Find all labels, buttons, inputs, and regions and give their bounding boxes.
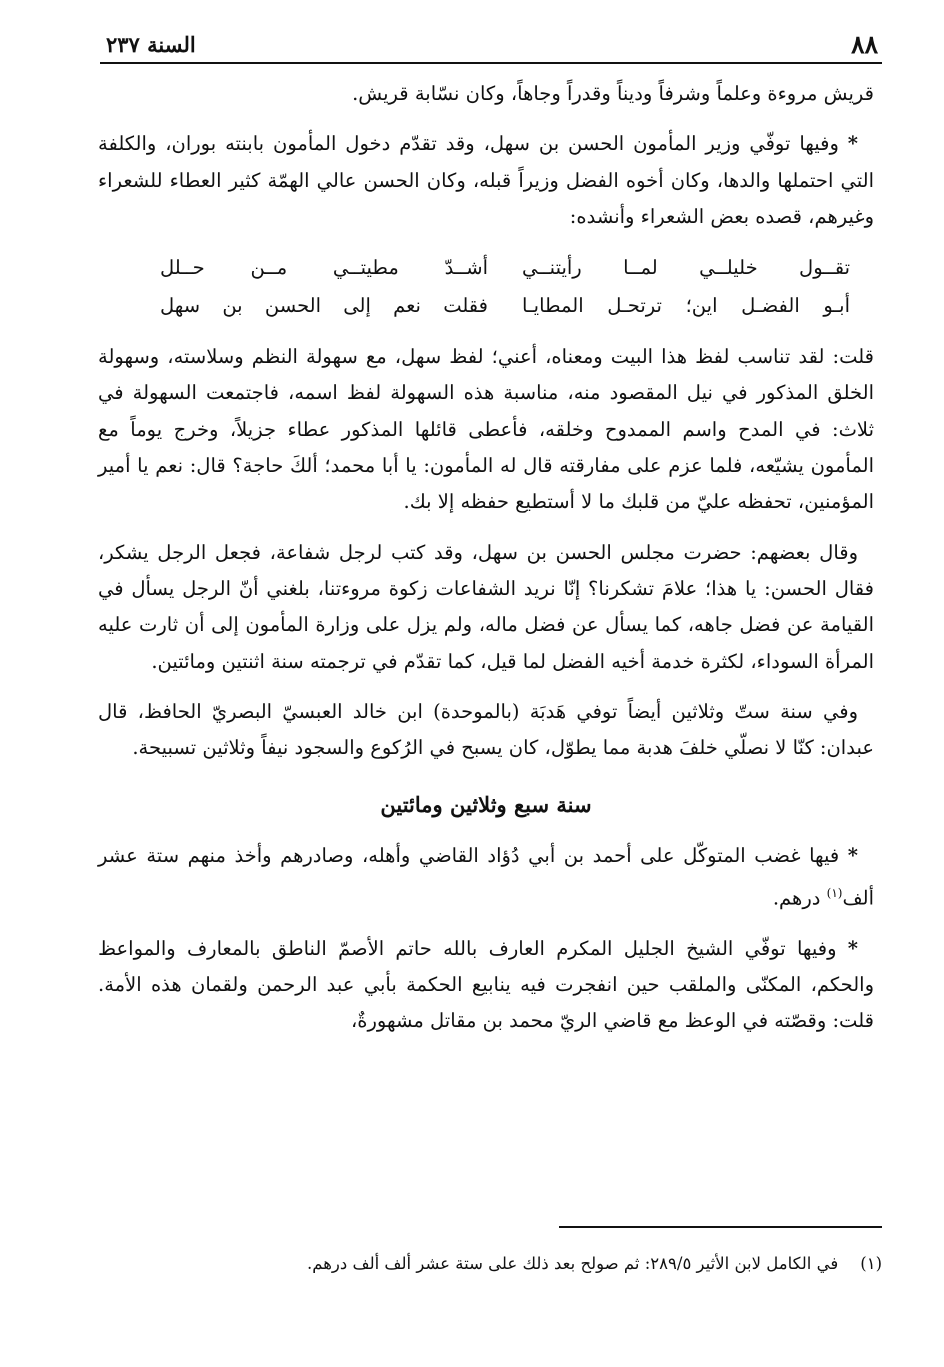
verse-line xyxy=(98,287,874,325)
running-title: السنة ٢٣٧ xyxy=(106,32,196,57)
main-text xyxy=(98,76,874,1053)
paragraph-anecdote xyxy=(98,535,874,680)
paragraph-text: وفيها توفّي وزير المأمون الحسن بن سهل، وقد تقدّم دخول المأمون بابنته بوران، والكلفة التي احتملها والدها، وكان أخوه الفضل وزيراً قبله، وكان الحسن عالي الهمّة كثير العطاء للشعراء وغيرهم، قصده بعض الشعراء وأنشده: xyxy=(98,132,874,228)
footnote xyxy=(92,1250,882,1278)
paragraph-text: قريش مروءة وعلماً وشرفاً وديناً وقدراً وجاهاً، وكان نسّابة قريش. xyxy=(352,82,874,105)
asterisk-marker: * xyxy=(847,844,858,868)
page-number: ٨٨ xyxy=(851,30,878,59)
paragraph-text: وقال بعضهم: حضرت مجلس الحسن بن سهل، وقد كتب لرجل شفاعة، فجعل الرجل يشكر، فقال الحسن: يا هذا؛ علامَ تشكرنا؟ إنّا نريد الشفاعات زكوة مروءتنا، بلغني أنّ الرجل يسأل في القيامة عن فضل جاهه، كما يسأل عن فضل ماله، ولم يزل على وزارة المأمون إلى أن ثارت عليه المرأة السوداء، لكثرة خدمة أخيه الفضل لما قيل، كما تقدّم في ترجمته سنة اثنتين ومائتين. xyxy=(98,540,874,673)
paragraph-text: درهم. xyxy=(772,886,827,910)
footnote-number: (١) xyxy=(860,1254,882,1273)
paragraph-text: وفي سنة ستّ وثلاثين أيضاً توفي هَدبَة (بالموحدة) ابن خالد العبسيّ البصريّ الحافظ، قال عبدان: كنّا لا نصلّي خلفَ هدبة مما يطوّل، كان يسبح في الرُكوع والسجود نيفاً وثلاثين تسبيحة. xyxy=(98,699,874,760)
footnote-divider xyxy=(559,1226,882,1228)
paragraph-commentary xyxy=(98,339,874,520)
paragraph-text: فيها غضب المتوكّل على أحمد بن أبي دُؤاد القاضي وأهله، وصادرهم وأخذ منهم ستة عشر ألف xyxy=(98,844,874,910)
verse-second-hemistich: أشــدّ مطيتــي مــن حــلل xyxy=(160,256,488,280)
paragraph-hasan-ibn-sahl xyxy=(98,126,874,235)
verse-second-hemistich: فقلت نعم إلى الحسن بن سهل xyxy=(160,294,488,318)
running-header xyxy=(100,30,882,64)
verse-first-hemistich: تقــول خليلــي لمــا رأيتنــي xyxy=(522,256,850,280)
paragraph-text: وفيها توفّي الشيخ الجليل المكرم العارف بالله حاتم الأصمّ الناطق بالمعارف والمواعظ والحكم، المكنّى والملقب حين انفجرت فيه ينابيع الحكمة بأبي عبد الرحمن ولقمان هذه الأمة. قلت: وقصّته في الوعظ مع قاضي الريّ محمد بن مقاتل مشهورةٌ، xyxy=(98,936,874,1033)
paragraph-continuation xyxy=(98,76,874,112)
paragraph-text: قلت: لقد تناسب لفظ هذا البيت ومعناه، أعني؛ لفظ سهل، مع سهولة النظم وسلاسته، وسهولة الخلق المذكور في نيل المقصود منه، مناسبة هذه السهولة لفظ اسمه، فاجتمعت السهولة في ثلاث: في المدح واسم الممدوح وخلقه، فأعطى قائلها المذكور عطاء جزيلاً، وخرج يوماً مع المأمون يشيّعه، فلما عزم على مفارقته قال له المأمون: يا أبا محمد؛ ألكَ حاجة؟ قال: نعم يا أمير المؤمنين، تحفظه عليّ من قلبك ما لا أستطيع حفظه إلا بك. xyxy=(98,345,874,514)
paragraph-hatim-al-asamm xyxy=(98,931,874,1040)
asterisk-marker: * xyxy=(847,936,858,960)
verse-line xyxy=(98,249,874,287)
section-heading: سنة سبع وثلاثين ومائتين xyxy=(380,792,592,818)
poem-verse xyxy=(98,249,874,325)
asterisk-marker: * xyxy=(847,132,858,156)
footnote-reference: (١) xyxy=(826,885,843,900)
verse-first-hemistich: أبـو الفضـل اين؛ ترتحـل المطايـا xyxy=(522,294,850,318)
footnote-text: في الكامل لابن الأثير ٢٨٩/٥: ثم صولح بعد ذلك على ستة عشر ألف ألف درهم. xyxy=(307,1254,839,1273)
paragraph-mutawakkil xyxy=(98,838,874,916)
paragraph-hudba xyxy=(98,694,874,767)
